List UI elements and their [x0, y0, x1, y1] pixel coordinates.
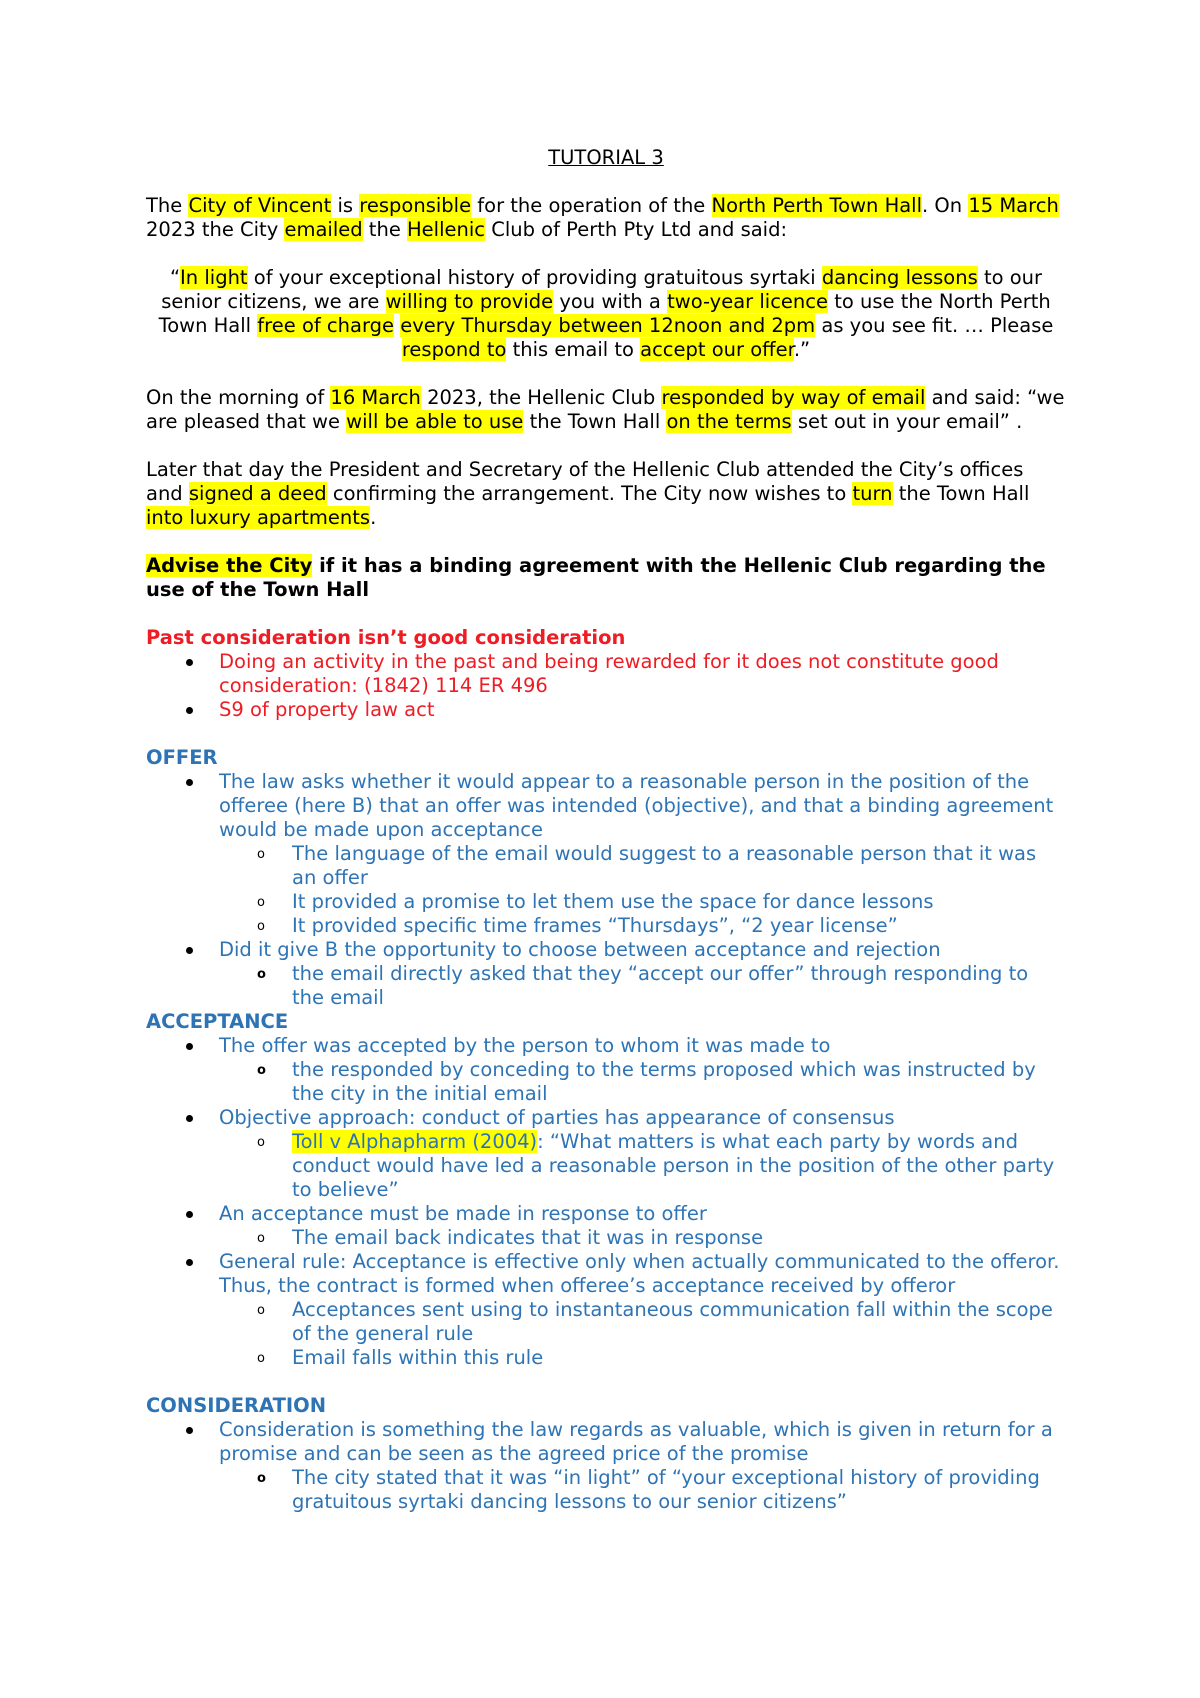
- text-run: the Town Hall: [523, 410, 667, 433]
- list-item: Objective approach: conduct of parties has appearance of consensus: [146, 1106, 1066, 1130]
- text-run: set out in your email” .: [791, 410, 1023, 433]
- text-run: .: [370, 506, 377, 529]
- list-item: The offer was accepted by the person to whom it was made to: [146, 1034, 1066, 1058]
- highlighted-text: two-year licence: [667, 290, 829, 313]
- sub-list-item: o It provided a promise to let them use the space for dance lessons: [146, 890, 1066, 914]
- text-run: confirming the arrangement. The City now wishes to: [326, 482, 853, 505]
- text-run: 2023 the City: [146, 218, 285, 241]
- highlighted-text: City of Vincent: [188, 194, 332, 217]
- sub-list-item: o the email directly asked that they “accept our offer” through responding to the email: [146, 962, 1066, 1010]
- facts-paragraph-2: [146, 386, 1066, 434]
- highlighted-text: accept our offer: [640, 338, 794, 361]
- sub-list-item: o The email back indicates that it was in response: [146, 1226, 1066, 1250]
- highlighted-text: turn: [852, 482, 893, 505]
- question-heading: [146, 554, 1066, 602]
- highlighted-text: respond to: [401, 338, 507, 361]
- text-run: you with a: [553, 290, 668, 313]
- highlighted-text: Hellenic: [407, 218, 486, 241]
- text-run: and said: “we are pleased that we: [146, 386, 1065, 433]
- offer-list: [146, 770, 1066, 1010]
- sub-list-item: [146, 1130, 1066, 1202]
- list-item: Consideration is something the law regards as valuable, which is given in return for a promise and can be seen as the agreed price of the promise: [146, 1418, 1066, 1466]
- consideration-heading: CONSIDERATION: [146, 1394, 327, 1417]
- highlighted-text: responsible: [359, 194, 472, 217]
- page-title: TUTORIAL 3: [548, 146, 664, 169]
- past-consideration-list: [146, 650, 1066, 722]
- facts-paragraph-1: [146, 194, 1066, 242]
- sub-list-item: o the responded by conceding to the terms proposed which was instructed by the city in the initial email: [146, 1058, 1066, 1106]
- text-run: if it has a binding agreement with the Hellenic Club regarding the use of the Town Hall: [146, 554, 1046, 601]
- facts-paragraph-3: [146, 458, 1066, 530]
- text-run: the Town Hall: [892, 482, 1030, 505]
- highlighted-text: signed a deed: [188, 482, 327, 505]
- list-item: S9 of property law act: [146, 698, 1066, 722]
- list-item: General rule: Acceptance is effective only when actually communicated to the offeror. Thus, the contract is formed when offeree’s acceptance received by offeror: [146, 1250, 1066, 1298]
- sub-list-item: o Email falls within this rule: [146, 1346, 1066, 1370]
- text-run: Club of Perth Pty Ltd and said:: [485, 218, 788, 241]
- text-run: “: [169, 266, 181, 289]
- text-run: . On: [922, 194, 969, 217]
- text-run: The: [146, 194, 189, 217]
- text-run: 2023, the Hellenic Club: [420, 386, 662, 409]
- highlighted-text: 15 March: [968, 194, 1059, 217]
- text-run: this email to: [506, 338, 641, 361]
- list-item: The law asks whether it would appear to a reasonable person in the position of the offeree (here B) that an offer was intended (objective), and that a binding agreement would be made upon acceptance: [146, 770, 1066, 842]
- text-run: of your exceptional history of providing gratuitous syrtaki: [247, 266, 822, 289]
- consideration-list: [146, 1418, 1066, 1514]
- text-run: as you see fit. … Please: [815, 314, 1054, 337]
- sub-list-item: o Acceptances sent using to instantaneous communication fall within the scope of the general rule: [146, 1298, 1066, 1346]
- sub-list-item: o The city stated that it was “in light” of “your exceptional history of providing gratuitous syrtaki dancing lessons to our senior citizens”: [146, 1466, 1066, 1514]
- highlighted-text: willing to provide: [385, 290, 554, 313]
- case-citation: Toll v Alphapharm (2004): [292, 1130, 538, 1153]
- past-consideration-heading: Past consideration isn’t good consideration: [146, 626, 626, 649]
- highlighted-text: Advise the City: [146, 554, 313, 577]
- sub-list-item: o The language of the email would suggest to a reasonable person that it was an offer: [146, 842, 1066, 890]
- highlighted-text: on the terms: [666, 410, 792, 433]
- text-run: On the morning of: [146, 386, 331, 409]
- email-quote: [146, 266, 1066, 362]
- list-item: Doing an activity in the past and being rewarded for it does not constitute good consideration: (1842) 114 ER 496: [146, 650, 1066, 698]
- highlighted-text: into luxury apartments: [146, 506, 371, 529]
- text-run: the: [362, 218, 408, 241]
- list-item: Did it give B the opportunity to choose between acceptance and rejection: [146, 938, 1066, 962]
- sub-list-item: o It provided specific time frames “Thursdays”, “2 year license”: [146, 914, 1066, 938]
- text-run: to use the North Perth Town Hall: [158, 290, 1051, 337]
- case-quote: : “What matters is what each party by words and conduct would have led a reasonable person in the position of the other party to believe”: [292, 1130, 1055, 1201]
- text-run: Later that day the President and Secretary of the Hellenic Club attended the City’s offices and: [146, 458, 1024, 505]
- offer-heading: OFFER: [146, 746, 218, 769]
- highlighted-text: 16 March: [330, 386, 421, 409]
- text-run: .”: [793, 338, 811, 361]
- highlighted-text: dancing lessons: [821, 266, 978, 289]
- highlighted-text: every Thursday between 12noon and 2pm: [400, 314, 816, 337]
- acceptance-list: [146, 1034, 1066, 1370]
- highlighted-text: will be able to use: [346, 410, 524, 433]
- list-item: An acceptance must be made in response to offer: [146, 1202, 1066, 1226]
- text-run: is: [331, 194, 360, 217]
- highlighted-text: free of charge: [257, 314, 395, 337]
- document-page: [146, 146, 1066, 1514]
- highlighted-text: emailed: [284, 218, 363, 241]
- highlighted-text: North Perth Town Hall: [711, 194, 923, 217]
- text-run: to our senior citizens, we are: [161, 266, 1043, 313]
- text-run: for the operation of the: [471, 194, 712, 217]
- acceptance-heading: ACCEPTANCE: [146, 1010, 289, 1033]
- highlighted-text: In light: [180, 266, 248, 289]
- highlighted-text: responded by way of email: [661, 386, 926, 409]
